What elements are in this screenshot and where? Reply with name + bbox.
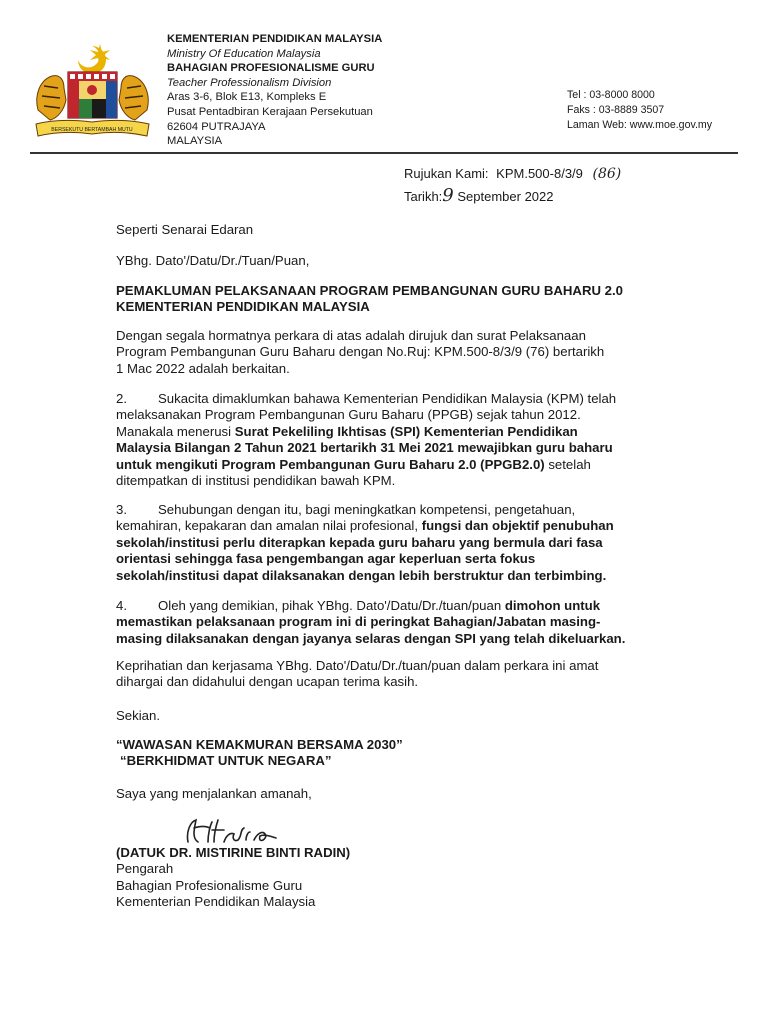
recipient: Seperti Senarai Edaran bbox=[116, 222, 254, 237]
subject-line: PEMAKLUMAN PELAKSANAAN PROGRAM PEMBANGUNAN GURU BAHARU 2.0 bbox=[116, 283, 623, 298]
address-line: MALAYSIA bbox=[167, 135, 223, 148]
paragraph-line: melaksanakan Program Pembangunan Guru Baharu (PPGB) sejak tahun 2012. bbox=[116, 407, 581, 423]
letterhead-contact bbox=[567, 88, 712, 133]
division-name-english: Teacher Professionalism Division bbox=[167, 76, 332, 89]
paragraph-1 bbox=[116, 328, 672, 377]
paragraph-bold-text: fungsi dan objektif penubuhan bbox=[421, 518, 614, 534]
salutation: YBhg. Dato'/Datu/Dr./Tuan/Puan, bbox=[116, 253, 310, 268]
paragraph-line: Dengan segala hormatnya perkara di atas adalah dirujuk dan surat Pelaksanaan bbox=[116, 328, 586, 343]
reference-number: KPM.500-8/3/9 bbox=[496, 166, 583, 181]
address-line: Pusat Pentadbiran Kerajaan Persekutuan bbox=[167, 105, 373, 118]
signatory-division: Bahagian Profesionalisme Guru bbox=[116, 877, 303, 893]
paragraph-bold-text: untuk mengikuti Program Pembangunan Guru Baharu 2.0 (PPGB2.0) bbox=[116, 456, 545, 472]
header-divider bbox=[30, 152, 738, 154]
paragraph-number: 2. bbox=[116, 391, 127, 406]
paragraph-number: 4. bbox=[116, 598, 127, 613]
svg-text:BERSEKUTU BERTAMBAH MUTU: BERSEKUTU BERTAMBAH MUTU bbox=[51, 127, 133, 133]
subject bbox=[116, 283, 623, 316]
signatory-block bbox=[116, 845, 350, 911]
paragraph-number: 3. bbox=[116, 502, 127, 517]
paragraph-bold-text: sekolah/institusi dapat dilaksanakan dengan lebih berstruktur dan terbimbing. bbox=[116, 567, 607, 583]
closing: Sekian. bbox=[116, 708, 160, 723]
reference-block bbox=[404, 163, 621, 208]
paragraph-line: 1 Mac 2022 adalah berkaitan. bbox=[116, 360, 290, 376]
paragraph-5 bbox=[116, 658, 672, 691]
subject-line: KEMENTERIAN PENDIDIKAN MALAYSIA bbox=[116, 299, 370, 315]
paragraph-3 bbox=[116, 502, 672, 584]
paragraph-line: Oleh yang demikian, pihak YBhg. Dato'/Datu/Dr./tuan/puan bbox=[158, 598, 505, 613]
paragraph-line: Sukacita dimaklumkan bahawa Kementerian Pendidikan Malaysia (KPM) telah bbox=[158, 391, 617, 406]
fax: Faks : 03-8889 3507 bbox=[567, 104, 665, 116]
paragraph-2 bbox=[116, 391, 672, 489]
slogan-1: “WAWASAN KEMAKMURAN BERSAMA 2030” bbox=[116, 737, 403, 752]
date-label: Tarikh: bbox=[404, 189, 443, 204]
ministry-name: KEMENTERIAN PENDIDIKAN MALAYSIA bbox=[167, 33, 383, 45]
paragraph-bold-text: masing dilaksanakan dengan jayanya selaras dengan SPI yang telah dikeluarkan. bbox=[116, 630, 626, 646]
reference-label: Rujukan Kami: bbox=[404, 166, 489, 181]
paragraph-line: Program Pembangunan Guru Baharu dengan No.Ruj: KPM.500-8/3/9 (76) bertarikh bbox=[116, 344, 605, 360]
paragraph-bold-text: orientasi sehingga fasa pengembangan agar keperluan serta fokus bbox=[116, 551, 536, 567]
telephone: Tel : 03-8000 8000 bbox=[567, 89, 655, 101]
paragraph-bold-text: memastikan pelaksanaan program ini di peringkat Bahagian/Jabatan masing- bbox=[116, 614, 601, 630]
trust-line: Saya yang menjalankan amanah, bbox=[116, 786, 312, 801]
ministry-name-english: Ministry Of Education Malaysia bbox=[167, 47, 321, 60]
paragraph-bold-text: sekolah/institusi perlu diterapkan kepada guru baharu yang bermula dari fasa bbox=[116, 534, 603, 550]
handwritten-date-day: 9 bbox=[442, 185, 454, 206]
paragraph-line: kemahiran, kepakaran dan amalan nilai profesional, bbox=[116, 518, 422, 534]
signatory-ministry: Kementerian Pendidikan Malaysia bbox=[116, 894, 316, 910]
paragraph-line: setelah bbox=[544, 456, 591, 472]
paragraph-line: dihargai dan didahului dengan ucapan terima kasih. bbox=[116, 674, 419, 690]
address-line: Aras 3-6, Blok E13, Kompleks E bbox=[167, 91, 327, 104]
paragraph-4 bbox=[116, 598, 672, 647]
slogan-2: “BERKHIDMAT UNTUK NEGARA” bbox=[120, 753, 332, 768]
paragraph-line: Keprihatian dan kerjasama YBhg. Dato'/Datu/Dr./tuan/puan dalam perkara ini amat bbox=[116, 658, 599, 673]
signatory-name: (DATUK DR. MISTIRINE BINTI RADIN) bbox=[116, 845, 351, 860]
website: Laman Web: www.moe.gov.my bbox=[567, 119, 713, 131]
paragraph-bold-text: dimohon untuk bbox=[504, 598, 601, 613]
signatory-title: Pengarah bbox=[116, 861, 174, 877]
address-line: 62604 PUTRAJAYA bbox=[167, 120, 266, 133]
malaysia-coat-of-arms-logo bbox=[30, 40, 155, 140]
paragraph-bold-text: Malaysia Bilangan 2 Tahun 2021 bertarikh 31 Mei 2021 mewajibkan guru baharu bbox=[116, 440, 613, 456]
paragraph-line: ditempatkan di institusi pendidikan bawah KPM. bbox=[116, 473, 396, 489]
paragraph-bold-text: Surat Pekeliling Ikhtisas (SPI) Kementerian Pendidikan bbox=[234, 423, 578, 439]
letterhead-organisation bbox=[167, 32, 382, 149]
date-month-year: September 2022 bbox=[457, 189, 554, 204]
handwritten-reference-number: (86) bbox=[592, 166, 622, 182]
paragraph-line: Manakala menerusi bbox=[116, 423, 235, 439]
division-name: BAHAGIAN PROFESIONALISME GURU bbox=[167, 62, 375, 75]
paragraph-line: Sehubungan dengan itu, bagi meningkatkan kompetensi, pengetahuan, bbox=[158, 502, 576, 517]
